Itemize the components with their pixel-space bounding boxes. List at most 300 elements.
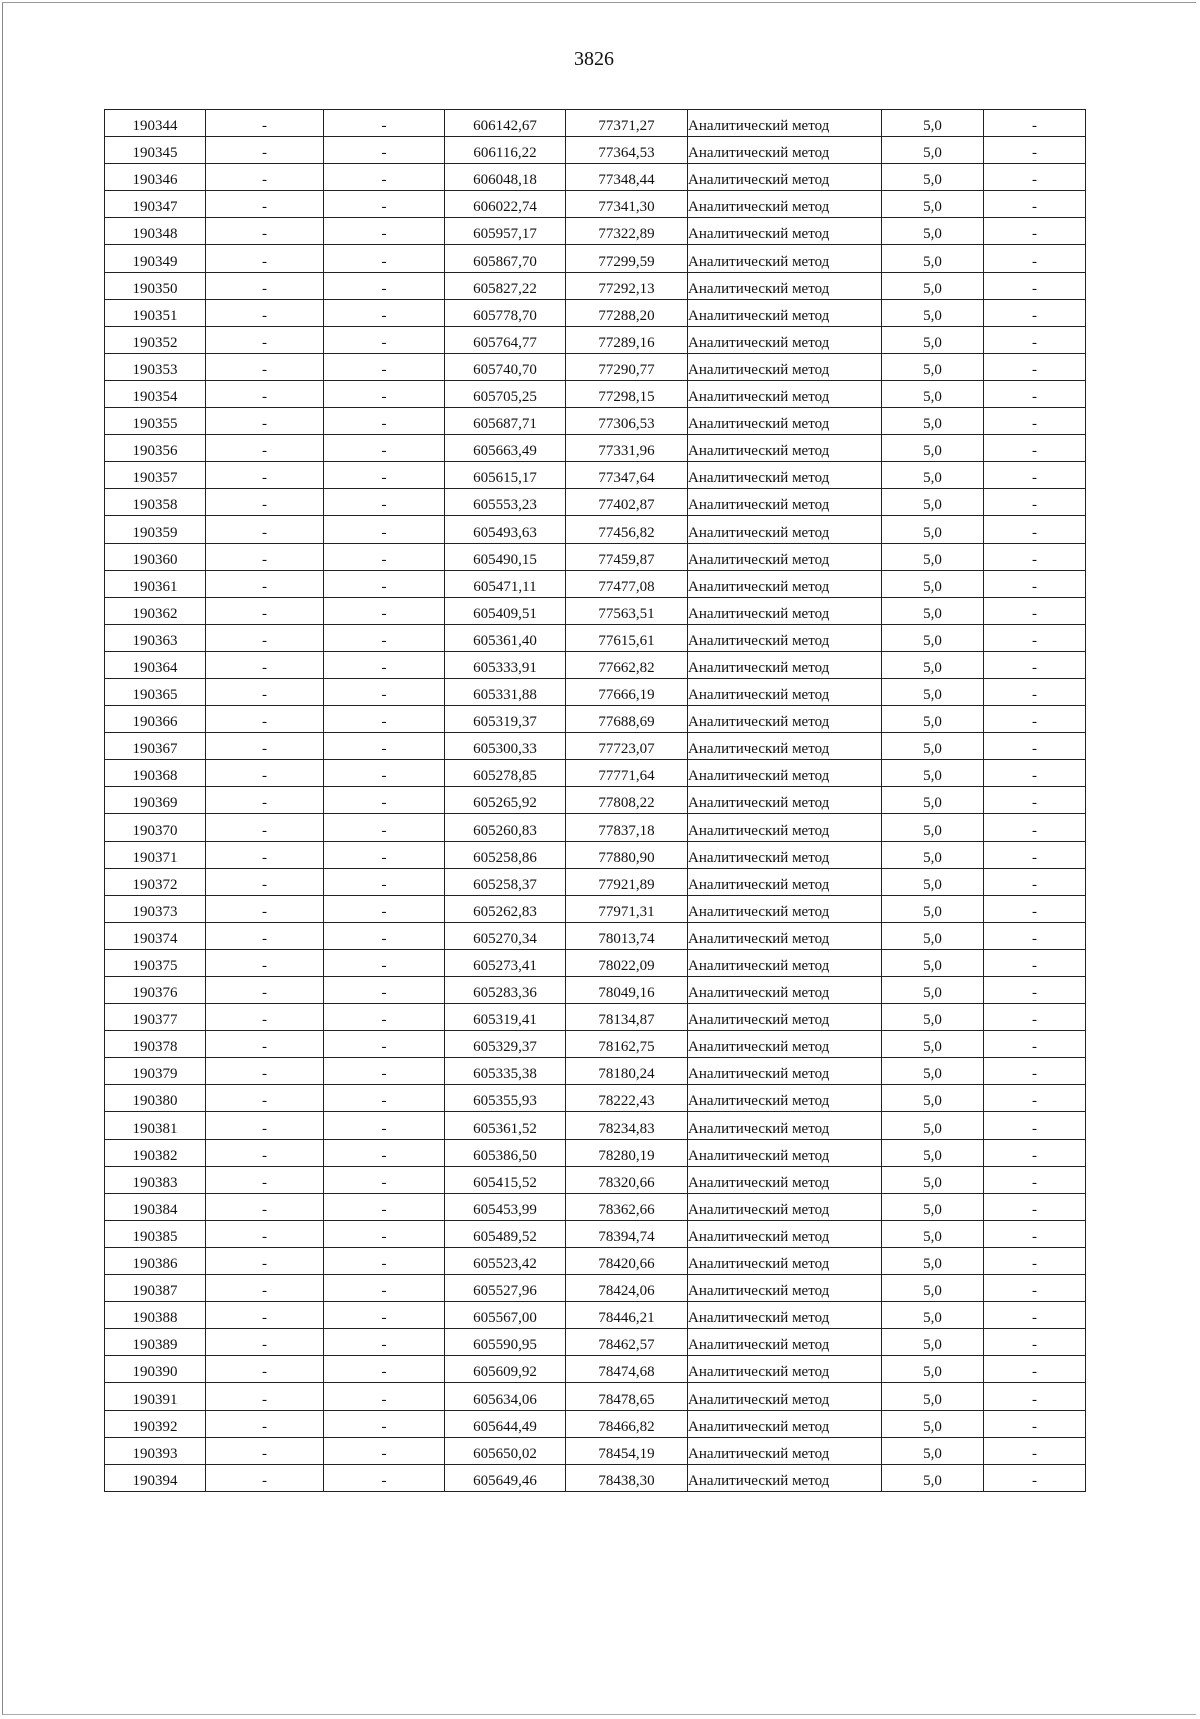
- x-coordinate-cell: 605650,02: [445, 1437, 566, 1464]
- x-coordinate-cell: 605265,92: [445, 787, 566, 814]
- dash-cell: -: [324, 191, 445, 218]
- table-row: [105, 110, 1086, 137]
- point-number-cell: 190367: [105, 733, 206, 760]
- method-cell: Аналитический метод: [688, 841, 882, 868]
- y-coordinate-cell: 78420,66: [566, 1247, 688, 1274]
- x-coordinate-cell: 605644,49: [445, 1410, 566, 1437]
- point-number-cell: 190349: [105, 245, 206, 272]
- dash-cell: -: [206, 1112, 324, 1139]
- dash-cell: -: [206, 814, 324, 841]
- dash-cell: -: [324, 1085, 445, 1112]
- dash-cell: -: [206, 1058, 324, 1085]
- y-coordinate-cell: 77306,53: [566, 408, 688, 435]
- dash-cell: -: [984, 1275, 1086, 1302]
- dash-cell: -: [984, 1058, 1086, 1085]
- dash-cell: -: [324, 516, 445, 543]
- dash-cell: -: [206, 706, 324, 733]
- x-coordinate-cell: 605740,70: [445, 353, 566, 380]
- dash-cell: -: [324, 895, 445, 922]
- dash-cell: -: [324, 787, 445, 814]
- y-coordinate-cell: 77364,53: [566, 137, 688, 164]
- dash-cell: -: [206, 137, 324, 164]
- table-row: [105, 1464, 1086, 1491]
- point-number-cell: 190346: [105, 164, 206, 191]
- dash-cell: -: [324, 570, 445, 597]
- method-cell: Аналитический метод: [688, 678, 882, 705]
- dash-cell: -: [206, 597, 324, 624]
- point-number-cell: 190366: [105, 706, 206, 733]
- y-coordinate-cell: 77615,61: [566, 624, 688, 651]
- dash-cell: -: [984, 1166, 1086, 1193]
- x-coordinate-cell: 605319,37: [445, 706, 566, 733]
- dash-cell: -: [984, 678, 1086, 705]
- y-coordinate-cell: 77771,64: [566, 760, 688, 787]
- y-coordinate-cell: 77292,13: [566, 272, 688, 299]
- dash-cell: -: [984, 1464, 1086, 1491]
- accuracy-cell: 5,0: [882, 1329, 984, 1356]
- table-row: [105, 977, 1086, 1004]
- accuracy-cell: 5,0: [882, 380, 984, 407]
- table-row: [105, 1356, 1086, 1383]
- y-coordinate-cell: 77563,51: [566, 597, 688, 624]
- dash-cell: -: [984, 1410, 1086, 1437]
- accuracy-cell: 5,0: [882, 1166, 984, 1193]
- dash-cell: -: [324, 353, 445, 380]
- method-cell: Аналитический метод: [688, 814, 882, 841]
- dash-cell: -: [324, 814, 445, 841]
- table-row: [105, 1031, 1086, 1058]
- dash-cell: -: [984, 570, 1086, 597]
- accuracy-cell: 5,0: [882, 1410, 984, 1437]
- dash-cell: -: [324, 435, 445, 462]
- point-number-cell: 190362: [105, 597, 206, 624]
- table-row: [105, 218, 1086, 245]
- y-coordinate-cell: 77477,08: [566, 570, 688, 597]
- dash-cell: -: [984, 1329, 1086, 1356]
- dash-cell: -: [324, 651, 445, 678]
- accuracy-cell: 5,0: [882, 1275, 984, 1302]
- x-coordinate-cell: 605361,40: [445, 624, 566, 651]
- dash-cell: -: [984, 841, 1086, 868]
- dash-cell: -: [206, 733, 324, 760]
- dash-cell: -: [324, 1058, 445, 1085]
- table-row: [105, 760, 1086, 787]
- y-coordinate-cell: 77331,96: [566, 435, 688, 462]
- point-number-cell: 190360: [105, 543, 206, 570]
- table-row: [105, 1220, 1086, 1247]
- dash-cell: -: [984, 1302, 1086, 1329]
- dash-cell: -: [324, 462, 445, 489]
- point-number-cell: 190384: [105, 1193, 206, 1220]
- dash-cell: -: [984, 353, 1086, 380]
- table-row: [105, 1329, 1086, 1356]
- table-row: [105, 245, 1086, 272]
- accuracy-cell: 5,0: [882, 326, 984, 353]
- x-coordinate-cell: 605705,25: [445, 380, 566, 407]
- dash-cell: -: [324, 272, 445, 299]
- method-cell: Аналитический метод: [688, 1464, 882, 1491]
- method-cell: Аналитический метод: [688, 435, 882, 462]
- table-row: [105, 1383, 1086, 1410]
- point-number-cell: 190376: [105, 977, 206, 1004]
- accuracy-cell: 5,0: [882, 895, 984, 922]
- method-cell: Аналитический метод: [688, 760, 882, 787]
- point-number-cell: 190372: [105, 868, 206, 895]
- method-cell: Аналитический метод: [688, 191, 882, 218]
- point-number-cell: 190357: [105, 462, 206, 489]
- point-number-cell: 190354: [105, 380, 206, 407]
- y-coordinate-cell: 77371,27: [566, 110, 688, 137]
- y-coordinate-cell: 78478,65: [566, 1383, 688, 1410]
- dash-cell: -: [984, 408, 1086, 435]
- dash-cell: -: [984, 164, 1086, 191]
- x-coordinate-cell: 605827,22: [445, 272, 566, 299]
- accuracy-cell: 5,0: [882, 1464, 984, 1491]
- dash-cell: -: [324, 949, 445, 976]
- dash-cell: -: [984, 1383, 1086, 1410]
- x-coordinate-cell: 605333,91: [445, 651, 566, 678]
- table-row: [105, 624, 1086, 651]
- dash-cell: -: [324, 868, 445, 895]
- point-number-cell: 190371: [105, 841, 206, 868]
- dash-cell: -: [324, 977, 445, 1004]
- dash-cell: -: [206, 1031, 324, 1058]
- table-row: [105, 922, 1086, 949]
- dash-cell: -: [984, 516, 1086, 543]
- y-coordinate-cell: 78462,57: [566, 1329, 688, 1356]
- dash-cell: -: [984, 137, 1086, 164]
- y-coordinate-cell: 78013,74: [566, 922, 688, 949]
- accuracy-cell: 5,0: [882, 272, 984, 299]
- x-coordinate-cell: 605335,38: [445, 1058, 566, 1085]
- dash-cell: -: [206, 678, 324, 705]
- accuracy-cell: 5,0: [882, 462, 984, 489]
- method-cell: Аналитический метод: [688, 137, 882, 164]
- table-row: [105, 949, 1086, 976]
- table-row: [105, 543, 1086, 570]
- table-row: [105, 841, 1086, 868]
- point-number-cell: 190345: [105, 137, 206, 164]
- method-cell: Аналитический метод: [688, 1275, 882, 1302]
- y-coordinate-cell: 77666,19: [566, 678, 688, 705]
- dash-cell: -: [984, 1139, 1086, 1166]
- y-coordinate-cell: 78222,43: [566, 1085, 688, 1112]
- method-cell: Аналитический метод: [688, 380, 882, 407]
- y-coordinate-cell: 77290,77: [566, 353, 688, 380]
- coordinates-table: [104, 109, 1086, 1492]
- accuracy-cell: 5,0: [882, 733, 984, 760]
- x-coordinate-cell: 605493,63: [445, 516, 566, 543]
- x-coordinate-cell: 605453,99: [445, 1193, 566, 1220]
- y-coordinate-cell: 77347,64: [566, 462, 688, 489]
- table-row: [105, 1139, 1086, 1166]
- accuracy-cell: 5,0: [882, 1004, 984, 1031]
- accuracy-cell: 5,0: [882, 1437, 984, 1464]
- point-number-cell: 190381: [105, 1112, 206, 1139]
- accuracy-cell: 5,0: [882, 110, 984, 137]
- table-row: [105, 678, 1086, 705]
- y-coordinate-cell: 78466,82: [566, 1410, 688, 1437]
- dash-cell: -: [206, 1139, 324, 1166]
- dash-cell: -: [206, 380, 324, 407]
- table-row: [105, 787, 1086, 814]
- x-coordinate-cell: 605273,41: [445, 949, 566, 976]
- dash-cell: -: [324, 1302, 445, 1329]
- dash-cell: -: [206, 1410, 324, 1437]
- dash-cell: -: [984, 624, 1086, 651]
- y-coordinate-cell: 77808,22: [566, 787, 688, 814]
- dash-cell: -: [324, 245, 445, 272]
- method-cell: Аналитический метод: [688, 597, 882, 624]
- point-number-cell: 190385: [105, 1220, 206, 1247]
- method-cell: Аналитический метод: [688, 516, 882, 543]
- table-row: [105, 570, 1086, 597]
- dash-cell: -: [206, 543, 324, 570]
- method-cell: Аналитический метод: [688, 489, 882, 516]
- y-coordinate-cell: 78438,30: [566, 1464, 688, 1491]
- x-coordinate-cell: 606142,67: [445, 110, 566, 137]
- accuracy-cell: 5,0: [882, 353, 984, 380]
- method-cell: Аналитический метод: [688, 245, 882, 272]
- method-cell: Аналитический метод: [688, 1193, 882, 1220]
- point-number-cell: 190373: [105, 895, 206, 922]
- point-number-cell: 190387: [105, 1275, 206, 1302]
- dash-cell: -: [984, 787, 1086, 814]
- table-row: [105, 1085, 1086, 1112]
- x-coordinate-cell: 605663,49: [445, 435, 566, 462]
- table-row: [105, 597, 1086, 624]
- y-coordinate-cell: 77299,59: [566, 245, 688, 272]
- dash-cell: -: [206, 435, 324, 462]
- dash-cell: -: [984, 1220, 1086, 1247]
- table-row: [105, 1247, 1086, 1274]
- method-cell: Аналитический метод: [688, 1220, 882, 1247]
- x-coordinate-cell: 605258,37: [445, 868, 566, 895]
- accuracy-cell: 5,0: [882, 1058, 984, 1085]
- dash-cell: -: [206, 624, 324, 651]
- dash-cell: -: [324, 841, 445, 868]
- x-coordinate-cell: 605764,77: [445, 326, 566, 353]
- dash-cell: -: [984, 218, 1086, 245]
- dash-cell: -: [984, 380, 1086, 407]
- dash-cell: -: [206, 1004, 324, 1031]
- dash-cell: -: [984, 1356, 1086, 1383]
- dash-cell: -: [984, 489, 1086, 516]
- dash-cell: -: [324, 1166, 445, 1193]
- accuracy-cell: 5,0: [882, 435, 984, 462]
- table-row: [105, 1410, 1086, 1437]
- y-coordinate-cell: 77341,30: [566, 191, 688, 218]
- y-coordinate-cell: 78234,83: [566, 1112, 688, 1139]
- table-row: [105, 299, 1086, 326]
- x-coordinate-cell: 605527,96: [445, 1275, 566, 1302]
- method-cell: Аналитический метод: [688, 1410, 882, 1437]
- method-cell: Аналитический метод: [688, 570, 882, 597]
- table-row: [105, 272, 1086, 299]
- dash-cell: -: [206, 408, 324, 435]
- dash-cell: -: [324, 326, 445, 353]
- x-coordinate-cell: 605355,93: [445, 1085, 566, 1112]
- x-coordinate-cell: 605957,17: [445, 218, 566, 245]
- point-number-cell: 190391: [105, 1383, 206, 1410]
- dash-cell: -: [984, 922, 1086, 949]
- point-number-cell: 190363: [105, 624, 206, 651]
- dash-cell: -: [206, 651, 324, 678]
- dash-cell: -: [984, 110, 1086, 137]
- accuracy-cell: 5,0: [882, 678, 984, 705]
- dash-cell: -: [206, 245, 324, 272]
- point-number-cell: 190378: [105, 1031, 206, 1058]
- dash-cell: -: [206, 1437, 324, 1464]
- dash-cell: -: [206, 868, 324, 895]
- table-row: [105, 408, 1086, 435]
- accuracy-cell: 5,0: [882, 191, 984, 218]
- dash-cell: -: [324, 678, 445, 705]
- y-coordinate-cell: 77662,82: [566, 651, 688, 678]
- point-number-cell: 190388: [105, 1302, 206, 1329]
- point-number-cell: 190356: [105, 435, 206, 462]
- dash-cell: -: [206, 1220, 324, 1247]
- table-row: [105, 733, 1086, 760]
- y-coordinate-cell: 77298,15: [566, 380, 688, 407]
- dash-cell: -: [984, 895, 1086, 922]
- y-coordinate-cell: 77880,90: [566, 841, 688, 868]
- dash-cell: -: [324, 299, 445, 326]
- table-row: [105, 516, 1086, 543]
- method-cell: Аналитический метод: [688, 543, 882, 570]
- dash-cell: -: [984, 760, 1086, 787]
- method-cell: Аналитический метод: [688, 733, 882, 760]
- dash-cell: -: [324, 1004, 445, 1031]
- method-cell: Аналитический метод: [688, 1058, 882, 1085]
- dash-cell: -: [324, 1464, 445, 1491]
- method-cell: Аналитический метод: [688, 1004, 882, 1031]
- dash-cell: -: [984, 1085, 1086, 1112]
- y-coordinate-cell: 77348,44: [566, 164, 688, 191]
- accuracy-cell: 5,0: [882, 516, 984, 543]
- y-coordinate-cell: 78362,66: [566, 1193, 688, 1220]
- table-row: [105, 1112, 1086, 1139]
- accuracy-cell: 5,0: [882, 868, 984, 895]
- accuracy-cell: 5,0: [882, 841, 984, 868]
- accuracy-cell: 5,0: [882, 624, 984, 651]
- table-row: [105, 489, 1086, 516]
- dash-cell: -: [206, 977, 324, 1004]
- x-coordinate-cell: 605867,70: [445, 245, 566, 272]
- dash-cell: -: [206, 353, 324, 380]
- accuracy-cell: 5,0: [882, 1031, 984, 1058]
- x-coordinate-cell: 605283,36: [445, 977, 566, 1004]
- y-coordinate-cell: 77688,69: [566, 706, 688, 733]
- x-coordinate-cell: 605260,83: [445, 814, 566, 841]
- dash-cell: -: [984, 706, 1086, 733]
- dash-cell: -: [324, 408, 445, 435]
- table-row: [105, 1302, 1086, 1329]
- dash-cell: -: [984, 1193, 1086, 1220]
- dash-cell: -: [324, 1356, 445, 1383]
- table-row: [105, 1166, 1086, 1193]
- x-coordinate-cell: 605415,52: [445, 1166, 566, 1193]
- point-number-cell: 190358: [105, 489, 206, 516]
- table-row: [105, 353, 1086, 380]
- method-cell: Аналитический метод: [688, 164, 882, 191]
- x-coordinate-cell: 606022,74: [445, 191, 566, 218]
- method-cell: Аналитический метод: [688, 1139, 882, 1166]
- dash-cell: -: [984, 326, 1086, 353]
- method-cell: Аналитический метод: [688, 326, 882, 353]
- table-row: [105, 1275, 1086, 1302]
- table-row: [105, 1193, 1086, 1220]
- point-number-cell: 190374: [105, 922, 206, 949]
- table-row: [105, 651, 1086, 678]
- x-coordinate-cell: 605270,34: [445, 922, 566, 949]
- dash-cell: -: [206, 760, 324, 787]
- table-row: [105, 326, 1086, 353]
- page-number: 3826: [574, 48, 614, 70]
- method-cell: Аналитический метод: [688, 299, 882, 326]
- dash-cell: -: [206, 1356, 324, 1383]
- method-cell: Аналитический метод: [688, 977, 882, 1004]
- method-cell: Аналитический метод: [688, 272, 882, 299]
- y-coordinate-cell: 78394,74: [566, 1220, 688, 1247]
- x-coordinate-cell: 605615,17: [445, 462, 566, 489]
- dash-cell: -: [206, 1302, 324, 1329]
- accuracy-cell: 5,0: [882, 760, 984, 787]
- dash-cell: -: [984, 1112, 1086, 1139]
- dash-cell: -: [984, 435, 1086, 462]
- accuracy-cell: 5,0: [882, 489, 984, 516]
- point-number-cell: 190368: [105, 760, 206, 787]
- y-coordinate-cell: 78049,16: [566, 977, 688, 1004]
- dash-cell: -: [984, 868, 1086, 895]
- dash-cell: -: [984, 651, 1086, 678]
- dash-cell: -: [984, 1437, 1086, 1464]
- accuracy-cell: 5,0: [882, 1356, 984, 1383]
- dash-cell: -: [324, 624, 445, 651]
- y-coordinate-cell: 78474,68: [566, 1356, 688, 1383]
- x-coordinate-cell: 605687,71: [445, 408, 566, 435]
- table-row: [105, 164, 1086, 191]
- dash-cell: -: [206, 462, 324, 489]
- method-cell: Аналитический метод: [688, 408, 882, 435]
- method-cell: Аналитический метод: [688, 1031, 882, 1058]
- point-number-cell: 190353: [105, 353, 206, 380]
- x-coordinate-cell: 605361,52: [445, 1112, 566, 1139]
- dash-cell: -: [206, 922, 324, 949]
- dash-cell: -: [324, 597, 445, 624]
- dash-cell: -: [206, 1464, 324, 1491]
- dash-cell: -: [984, 814, 1086, 841]
- y-coordinate-cell: 78022,09: [566, 949, 688, 976]
- point-number-cell: 190382: [105, 1139, 206, 1166]
- accuracy-cell: 5,0: [882, 651, 984, 678]
- point-number-cell: 190350: [105, 272, 206, 299]
- accuracy-cell: 5,0: [882, 706, 984, 733]
- dash-cell: -: [324, 489, 445, 516]
- x-coordinate-cell: 606048,18: [445, 164, 566, 191]
- accuracy-cell: 5,0: [882, 1302, 984, 1329]
- dash-cell: -: [324, 922, 445, 949]
- accuracy-cell: 5,0: [882, 570, 984, 597]
- x-coordinate-cell: 606116,22: [445, 137, 566, 164]
- dash-cell: -: [206, 895, 324, 922]
- point-number-cell: 190393: [105, 1437, 206, 1464]
- accuracy-cell: 5,0: [882, 1193, 984, 1220]
- dash-cell: -: [324, 706, 445, 733]
- accuracy-cell: 5,0: [882, 299, 984, 326]
- dash-cell: -: [206, 1329, 324, 1356]
- dash-cell: -: [324, 137, 445, 164]
